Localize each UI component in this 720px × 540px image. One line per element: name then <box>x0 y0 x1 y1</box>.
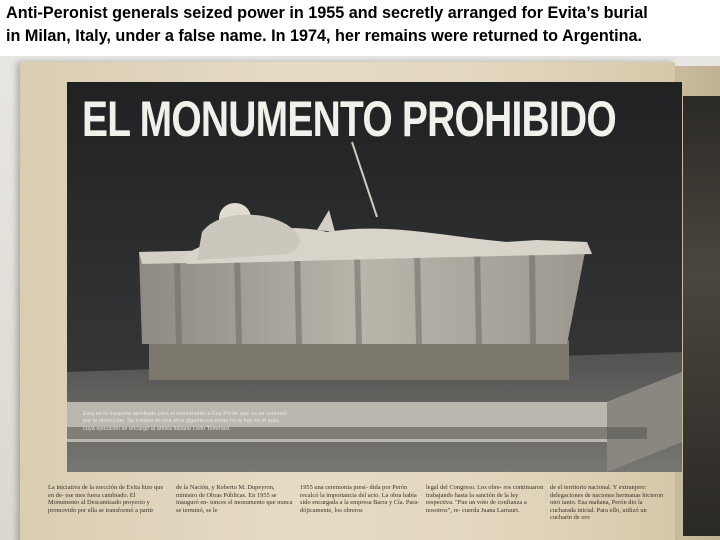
article-column-3: 1955 una ceremonia presi- dida por Perón recalcó la importancia del acto. La obra había sido encargada a la empresa Barra y Cía. Para- dójicamente, los obreros <box>300 484 420 514</box>
article-column-5: de el territorio nacional. Y extranjero: delegaciones de naciones hermanas hicieron otro tanto. Esa mañana, Perón dio la cucharada inicial. Para ello, utilizó un cucharín de oro <box>550 484 664 522</box>
caption-banner <box>0 0 720 56</box>
article-column-2: de la Nación, y Roberto M. Dupeyron, ministro de Obras Públicas. En 1955 se inauguró en- tonces el monumento que nunca se terminó, se le <box>176 484 293 514</box>
headline: EL MONUMENTO PROHIBIDO <box>82 91 616 147</box>
caption-line-1: Anti-Peronist generals seized power in 1955 and secretly arranged for Evita’s burial <box>6 4 648 22</box>
article-column-1: La iniciativa de la erección de Evita hizo que en de- ese mes fuera cambiado. El Monumento al Descamisado proyecto y promovido por ella se transformó a partir <box>48 484 164 514</box>
photo-caption: Esta es la maqueta aprobada para el monumento a Eva Perón que no se concretó por la revolución. Se trataba de una obra gigantesca como no la hay en el país, cuya ejecución se encargó al artista italiano León Tommasi. <box>83 411 288 432</box>
article-columns <box>48 484 698 540</box>
newspaper-photo <box>0 56 720 540</box>
caption-line-2: in Milan, Italy, under a false name. In 1974, her remains were returned to Argentina. <box>6 27 642 45</box>
adjacent-page-photo <box>683 96 720 536</box>
article-column-4: legal del Congreso. Los obre- ros continuaron trabajando hasta la sanción de la ley respectiva. "Fue un voto de confianza a nosotros", re- cuerda Juana Larrauri. <box>426 484 544 514</box>
